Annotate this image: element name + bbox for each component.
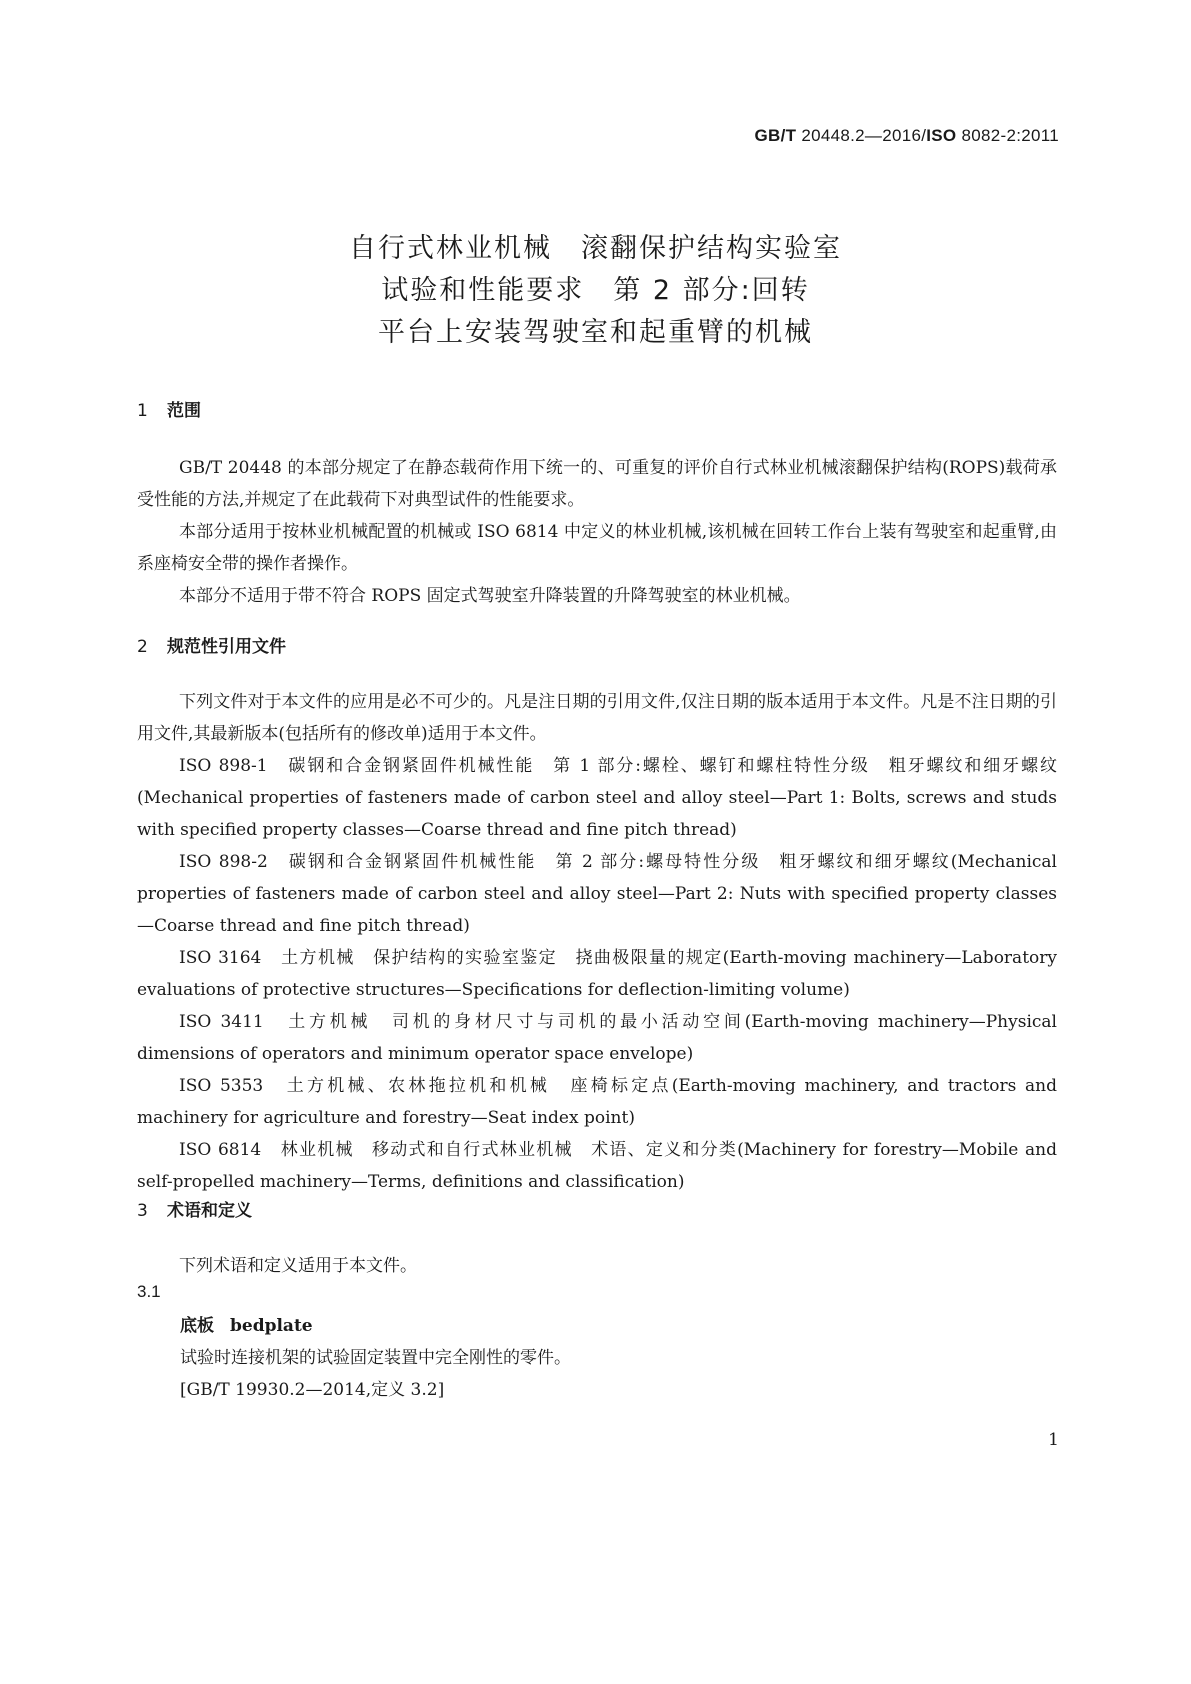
section-2-number: 2 (137, 637, 148, 657)
iso-prefix: ISO (926, 126, 957, 145)
paragraph: 下列术语和定义适用于本文件。 (179, 1256, 417, 1276)
standard-number (755, 126, 1059, 146)
document-title (0, 228, 1191, 354)
paragraph: 本部分不适用于带不符合 ROPS 固定式驾驶室升降装置的升降驾驶室的林业机械。 (179, 586, 801, 606)
term-source: [GB/T 19930.2—2014,定义 3.2] (180, 1380, 445, 1400)
paragraph: GB/T 20448 的本部分规定了在静态载荷作用下统一的、可重复的评价自行式林业机械滚翻保护结构(ROPS)载荷承受性能的方法,并规定了在此载荷下对典型试件的性能要求。 (137, 458, 1057, 510)
section-2-title: 规范性引用文件 (167, 637, 286, 657)
reference-item: ISO 3411 土方机械 司机的身材尺寸与司机的最小活动空间(Earth-moving machinery—Physical dimensions of operators and minimum operator space envelope) (137, 1012, 1057, 1064)
term-chinese: 底板 (180, 1316, 214, 1336)
section-1-heading (137, 396, 201, 421)
std-number: 20448.2—2016/ (801, 126, 927, 145)
paragraph: 下列文件对于本文件的应用是必不可少的。凡是注日期的引用文件,仅注日期的版本适用于本文件。凡是不注日期的引用文件,其最新版本(包括所有的修改单)适用于本文件。 (137, 692, 1057, 744)
reference-item: ISO 898-1 碳钢和合金钢紧固件机械性能 第 1 部分:螺栓、螺钉和螺柱特性分级 粗牙螺纹和细牙螺纹(Mechanical properties of fasteners made of carbon steel and alloy steel—Part 1: Bolts, screws and studs with specified property classes—Coarse thread and fine pitch thread) (137, 756, 1057, 840)
term-english: bedplate (230, 1316, 313, 1336)
reference-item: ISO 6814 林业机械 移动式和自行式林业机械 术语、定义和分类(Machinery for forestry—Mobile and self-propelled machinery—Terms, definitions and classification) (137, 1140, 1057, 1192)
iso-number: 8082-2:2011 (961, 126, 1059, 145)
title-line-3: 平台上安装驾驶室和起重臂的机械 (378, 317, 813, 348)
title-line-2: 试验和性能要求 第 2 部分:回转 (381, 275, 810, 306)
paragraph: 本部分适用于按林业机械配置的机械或 ISO 6814 中定义的林业机械,该机械在回转工作台上装有驾驶室和起重臂,由系座椅安全带的操作者操作。 (137, 522, 1057, 574)
section-2-body (137, 686, 1057, 1198)
std-prefix: GB/T (754, 126, 797, 145)
section-3-title: 术语和定义 (167, 1201, 252, 1221)
term-definition: 试验时连接机架的试验固定装置中完全刚性的零件。 (180, 1348, 571, 1368)
section-3-body (137, 1250, 1057, 1282)
section-2-heading (137, 632, 286, 657)
section-3-heading (137, 1196, 252, 1221)
reference-item: ISO 3164 土方机械 保护结构的实验室鉴定 挠曲极限量的规定(Earth-moving machinery—Laboratory evaluations of protective structures—Specifications for deflection-limiting volume) (137, 948, 1057, 1000)
reference-item: ISO 898-2 碳钢和合金钢紧固件机械性能 第 2 部分:螺母特性分级 粗牙螺纹和细牙螺纹(Mechanical properties of fasteners made of carbon steel and alloy steel—Part 2: Nuts with specified property classes—Coarse thread and fine pitch thread) (137, 852, 1057, 936)
section-1-title: 范围 (167, 401, 201, 421)
term-entry (180, 1310, 571, 1406)
page-number: 1 (1048, 1430, 1059, 1450)
reference-item: ISO 5353 土方机械、农林拖拉机和机械 座椅标定点(Earth-moving machinery, and tractors and machinery for agriculture and forestry—Seat index point) (137, 1076, 1057, 1128)
term-number: 3.1 (137, 1282, 161, 1301)
title-line-1: 自行式林业机械 滚翻保护结构实验室 (349, 233, 842, 264)
section-1-number: 1 (137, 401, 148, 421)
section-3-number: 3 (137, 1201, 148, 1221)
section-1-body (137, 452, 1057, 612)
